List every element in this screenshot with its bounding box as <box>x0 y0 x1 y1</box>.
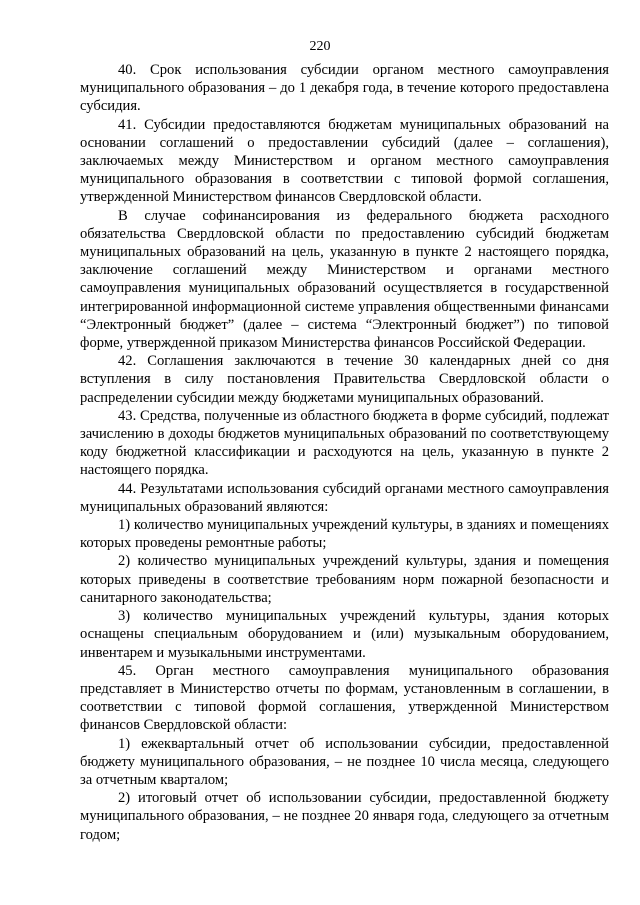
paragraph-44-item-1: 1) количество муниципальных учреждений культуры, в зданиях и помещениях которых проведены ремонтные работы; <box>80 517 609 552</box>
paragraph-40: 40. Срок использования субсидии органом местного самоуправления муниципального образования – до 1 декабря года, в течение которого предоставлена субсидия. <box>80 62 609 115</box>
paragraph-41-cofinancing: В случае софинансирования из федерального бюджета расходного обязательства Свердловской области по предоставлению субсидий бюджетам муниципальных образований на цель, указанную в пункте 2 настоящего порядка, заключение соглашений между Министерством и органами местного самоуправления муниципальных образований осуществляется в государственной интегрированной информационной системе управления общественными финансами “Электронный бюджет” (далее – система “Электронный бюджет”) по типовой форме, утвержденной приказом Министерства финансов Российской Федерации. <box>80 207 609 352</box>
paragraph-44-item-3: 3) количество муниципальных учреждений культуры, здания которых оснащены специальным оборудованием и (или) музыкальным оборудованием, инвентарем и музыкальными инструментами. <box>80 608 609 661</box>
paragraph-44-item-2: 2) количество муниципальных учреждений культуры, здания и помещения которых приведены в соответствие требованиям норм пожарной безопасности и санитарного законодательства; <box>80 553 609 606</box>
paragraph-45: 45. Орган местного самоуправления муниципального образования представляет в Министерство отчеты по формам, установленным в соглашении, в соответствии с типовой формой соглашения, утвержденной Министерством финансов Свердловской области: <box>80 662 609 734</box>
document-body <box>80 61 609 844</box>
paragraph-45-item-1: 1) ежеквартальный отчет об использовании субсидии, предоставленной бюджету муниципального образования, – не позднее 10 числа месяца, следующего за отчетным кварталом; <box>80 735 609 788</box>
paragraph-43: 43. Средства, полученные из областного бюджета в форме субсидий, подлежат зачислению в доходы бюджетов муниципальных образований по соответствующему коду бюджетной классификации и расходуются на цель, указанную в пункте 2 настоящего порядка. <box>80 407 609 479</box>
paragraph-41: 41. Субсидии предоставляются бюджетам муниципальных образований на основании соглашений о предоставлении субсидий (далее – соглашения), заключаемых между Министерством и органом местного самоуправления муниципального образования в соответствии с типовой формой соглашения, утвержденной Министерством финансов Свердловской области. <box>80 116 609 206</box>
paragraph-44: 44. Результатами использования субсидий органами местного самоуправления муниципальных образований являются: <box>80 480 609 515</box>
paragraph-42: 42. Соглашения заключаются в течение 30 календарных дней со дня вступления в силу постановления Правительства Свердловской области о распределении субсидии между бюджетами муниципальных образований. <box>80 353 609 406</box>
paragraph-45-item-2: 2) итоговый отчет об использовании субсидии, предоставленной бюджету муниципального образования, – не позднее 20 января года, следующего за отчетным годом; <box>80 790 609 843</box>
page-number: 220 <box>309 39 331 54</box>
